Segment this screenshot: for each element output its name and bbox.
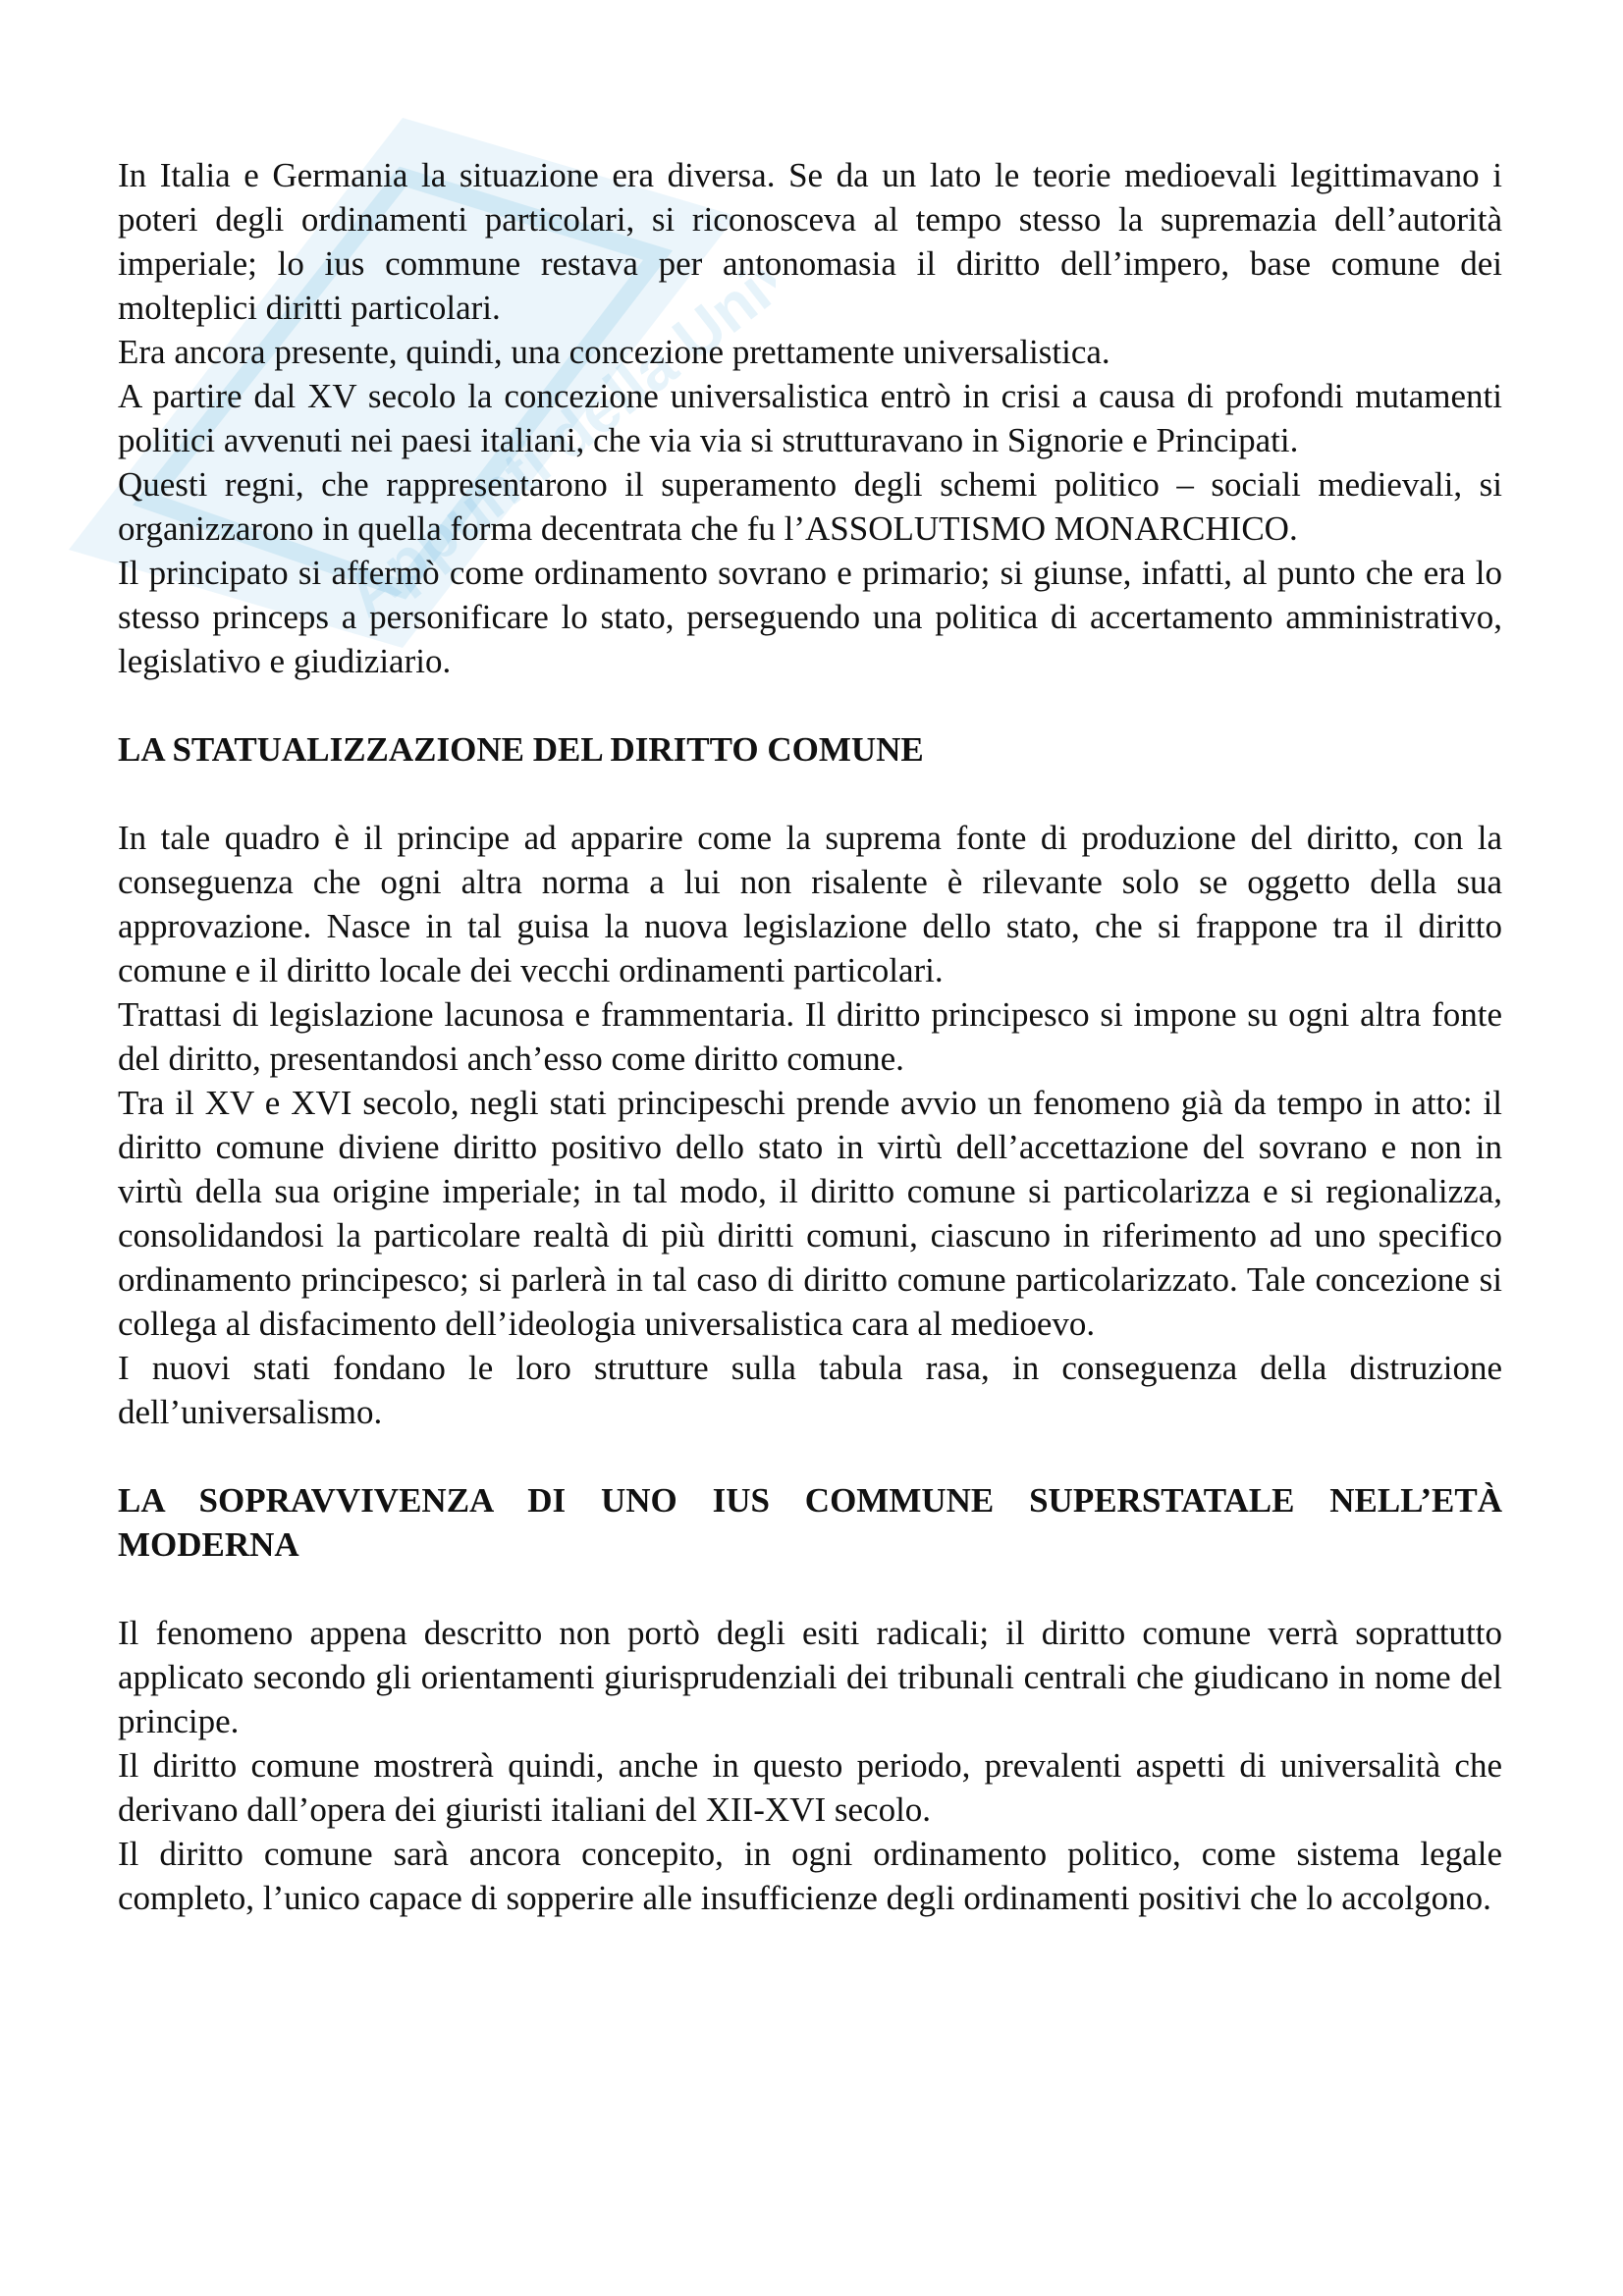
section-sopravvivenza [118,1478,1502,1920]
paragraph: I nuovi stati fondano le loro strutture sulla tabula rasa, in conseguenza della distruzione dell’universalismo. [118,1349,1502,1431]
paragraph: A partire dal XV secolo la concezione universalistica entrò in crisi a causa di profondi mutamenti politici avvenuti nei paesi italiani, che via via si strutturavano in Signorie e Principati. [118,377,1502,459]
paragraph: Era ancora presente, quindi, una concezione prettamente universalistica. [118,333,1110,371]
paragraph: Il diritto comune mostrerà quindi, anche in questo periodo, prevalenti aspetti di universalità che derivano dall’opera dei giuristi italiani del XII-XVI secolo. [118,1746,1502,1829]
spacer [118,1567,1502,1611]
watermark-text: Appunti della Università [332,132,776,630]
paragraph: Il principato si affermò come ordinamento sovrano e primario; si giunse, infatti, al punto che era lo stesso princeps a personificare lo stato, perseguendo una politica di accertamento amministrativo, legislativo e giudiziario. [118,554,1502,680]
document-page [118,153,1502,1920]
section-statualizzazione [118,727,1502,1434]
paragraph: Il diritto comune sarà ancora concepito, in ogni ordinamento politico, come sistema legale completo, l’unico capace di sopperire alle insufficienze degli ordinamenti positivi che lo accolgono. [118,1835,1502,1917]
section-heading: LA SOPRAVVIVENZA DI UNO IUS COMMUNE SUPERSTATALE NELL’ETÀ MODERNA [118,1481,1502,1564]
paragraph: Tra il XV e XVI secolo, negli stati principeschi prende avvio un fenomeno già da tempo in atto: il diritto comune diviene diritto positivo dello stato in virtù dell’accettazione del sovrano e non in virtù della sua origine imperiale; in tal modo, il diritto comune si particolarizza e si regionalizza, consolidandosi la particolare realtà di più diritti comuni, ciascuno in riferimento ad uno specifico ordinamento principesco; si parlerà in tal caso di diritto comune particolarizzato. Tale concezione si collega al disfacimento dell’ideologia universalistica cara al medioevo. [118,1084,1502,1343]
section-heading: LA STATUALIZZAZIONE DEL DIRITTO COMUNE [118,730,924,769]
paragraph: Questi regni, che rappresentarono il superamento degli schemi politico – sociali medievali, si organizzarono in quella forma decentrata che fu l’ASSOLUTISMO MONARCHICO. [118,465,1502,548]
spacer [118,683,1502,727]
section-intro [118,153,1502,683]
spacer [118,772,1502,816]
paragraph: In Italia e Germania la situazione era diversa. Se da un lato le teorie medioevali legittimavano i poteri degli ordinamenti particolari, si riconosceva al tempo stesso la supremazia dell’autorità imperiale; lo ius commune restava per antonomasia il diritto dell’impero, base comune dei molteplici diritti particolari. [118,156,1502,327]
paragraph: Trattasi di legislazione lacunosa e frammentaria. Il diritto principesco si impone su ogni altra fonte del diritto, presentandosi anch’esso come diritto comune. [118,995,1502,1078]
spacer [118,1434,1502,1478]
paragraph: Il fenomeno appena descritto non portò degli esiti radicali; il diritto comune verrà soprattutto applicato secondo gli orientamenti giurisprudenziali dei tribunali centrali che giudicano in nome del principe. [118,1614,1502,1740]
paragraph: In tale quadro è il principe ad apparire come la suprema fonte di produzione del diritto, con la conseguenza che ogni altra norma a lui non risalente è rilevante solo se oggetto della sua approvazione. Nasce in tal guisa la nuova legislazione dello stato, che si frappone tra il diritto comune e il diritto locale dei vecchi ordinamenti particolari. [118,819,1502,989]
